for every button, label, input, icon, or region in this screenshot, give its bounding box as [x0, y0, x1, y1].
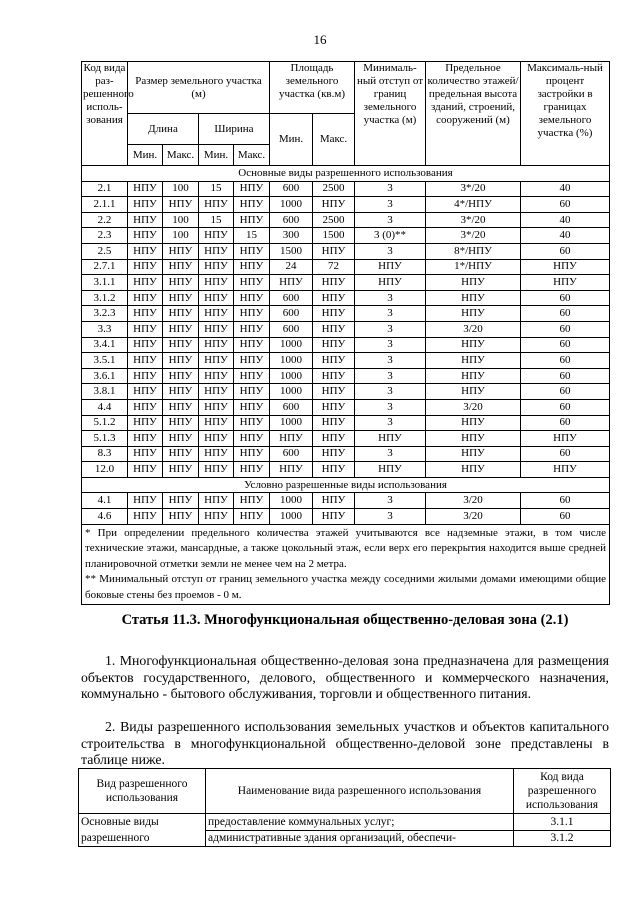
table-cell: НПУ [128, 212, 163, 228]
table-cell: НПУ [128, 321, 163, 337]
table-cell: НПУ [199, 321, 234, 337]
table-cell: НПУ [163, 431, 199, 447]
table-cell: 3.4.1 [82, 337, 128, 353]
table-cell: НПУ [199, 243, 234, 259]
table-cell: НПУ [426, 306, 521, 322]
table-cell: НПУ [163, 493, 199, 509]
table-cell: НПУ [313, 197, 355, 213]
table-cell: 1500 [313, 228, 355, 244]
table-cell: 3 [355, 399, 426, 415]
table-row [82, 290, 610, 306]
table-cell: 3 [355, 368, 426, 384]
table-cell: НПУ [426, 275, 521, 291]
table-cell: 1000 [270, 368, 313, 384]
table-cell: НПУ [199, 431, 234, 447]
table-cell: 60 [521, 243, 610, 259]
zone-parameters-table [81, 61, 610, 605]
table-cell: НПУ [163, 353, 199, 369]
table-cell: НПУ [199, 493, 234, 509]
t2-group-line2: разрешенного [81, 832, 150, 844]
permitted-use-table [78, 768, 611, 847]
table-notes [82, 524, 610, 605]
table-cell: 3 [355, 353, 426, 369]
t2-row2-name: административные здания организаций, обеспечи- [206, 830, 514, 847]
table-cell: НПУ [234, 431, 270, 447]
header-area-max: Макс. [313, 114, 355, 166]
table-cell: НПУ [199, 197, 234, 213]
table-cell: НПУ [199, 446, 234, 462]
table-cell: 3.1.2 [82, 290, 128, 306]
table-cell: НПУ [128, 509, 163, 525]
table-cell: НПУ [128, 368, 163, 384]
table-cell: НПУ [355, 462, 426, 478]
table-cell: 3 [355, 306, 426, 322]
table-cell: НПУ [163, 462, 199, 478]
table-cell: 60 [521, 509, 610, 525]
table-cell: НПУ [163, 243, 199, 259]
table-cell: 600 [270, 181, 313, 197]
table-cell: НПУ [163, 259, 199, 275]
table-cell: НПУ [313, 306, 355, 322]
table-cell: НПУ [313, 493, 355, 509]
table-cell: НПУ [163, 509, 199, 525]
table-cell: НПУ [199, 275, 234, 291]
table-cell: НПУ [199, 290, 234, 306]
table-cell: НПУ [128, 399, 163, 415]
table-cell: 60 [521, 446, 610, 462]
table-cell: НПУ [313, 462, 355, 478]
table-cell: НПУ [313, 415, 355, 431]
table-cell: НПУ [199, 353, 234, 369]
table-cell: НПУ [234, 259, 270, 275]
table-cell: 1000 [270, 197, 313, 213]
table-cell: 60 [521, 337, 610, 353]
table-cell: НПУ [199, 509, 234, 525]
header-width-max: Макс. [234, 145, 270, 166]
table-cell: НПУ [128, 228, 163, 244]
table-cell: 1000 [270, 493, 313, 509]
table-cell: 60 [521, 197, 610, 213]
table-cell: НПУ [313, 321, 355, 337]
table-cell: 60 [521, 321, 610, 337]
table-cell: 100 [163, 228, 199, 244]
table-row [82, 243, 610, 259]
t2-header-type: Вид разрешенного использования [79, 769, 206, 814]
table-cell: НПУ [128, 181, 163, 197]
header-max-percent: Максималь-ный процент застройки в границах земельного участка (%) [521, 62, 610, 166]
t2-group-line1: Основные виды [81, 816, 159, 828]
table-cell: 3*/20 [426, 212, 521, 228]
table-cell: 300 [270, 228, 313, 244]
header-width-min: Мин. [199, 145, 234, 166]
table-cell: 4.6 [82, 509, 128, 525]
table-cell: НПУ [234, 181, 270, 197]
table-cell: 5.1.3 [82, 431, 128, 447]
table-cell: НПУ [163, 197, 199, 213]
table-cell: НПУ [521, 275, 610, 291]
header-width: Ширина [199, 114, 270, 145]
table-cell: НПУ [426, 290, 521, 306]
table-cell: 3*/20 [426, 181, 521, 197]
note-indent: ** Минимальный отступ от границ земельного участка между соседними жилыми домами имеющими общие боковые стены без проемов - 0 м. [85, 573, 606, 601]
table-cell: НПУ [234, 399, 270, 415]
table-row [82, 228, 610, 244]
table-cell: НПУ [234, 509, 270, 525]
table-cell: НПУ [163, 275, 199, 291]
table-cell: НПУ [270, 431, 313, 447]
table-cell: НПУ [163, 321, 199, 337]
table-cell: 15 [199, 181, 234, 197]
table-cell: 4.1 [82, 493, 128, 509]
table-cell: НПУ [234, 197, 270, 213]
table-cell: НПУ [199, 259, 234, 275]
table-cell: 600 [270, 321, 313, 337]
table-cell: 3.6.1 [82, 368, 128, 384]
table-cell: 4*/НПУ [426, 197, 521, 213]
header-min-indent: Минималь-ный отступ от границ земельного участка (м) [355, 62, 426, 166]
table-row [82, 259, 610, 275]
table-cell: НПУ [234, 243, 270, 259]
table-row [82, 415, 610, 431]
table-cell: НПУ [163, 290, 199, 306]
table-cell: НПУ [313, 509, 355, 525]
table-row [82, 446, 610, 462]
table-cell: НПУ [426, 337, 521, 353]
table-cell: НПУ [163, 415, 199, 431]
table-cell: 12.0 [82, 462, 128, 478]
table-cell: НПУ [426, 462, 521, 478]
table-cell: 3 [355, 337, 426, 353]
table-cell: НПУ [163, 337, 199, 353]
table-cell: НПУ [199, 306, 234, 322]
t2-row1-name: предоставление коммунальных услуг; [206, 814, 514, 831]
t2-row2-code: 3.1.2 [514, 830, 611, 847]
table-cell: 3/20 [426, 321, 521, 337]
paragraph-2: 2. Виды разрешенного использования земельных участков и объектов капитального строительства в многофункциональной общественно-деловой зоне представлены в таблице ниже. [81, 719, 609, 767]
table-cell: 1000 [270, 509, 313, 525]
table-cell: НПУ [128, 353, 163, 369]
table-cell: НПУ [199, 415, 234, 431]
table-cell: 2.1 [82, 181, 128, 197]
table-cell: 72 [313, 259, 355, 275]
table-cell: 60 [521, 368, 610, 384]
table-cell: НПУ [270, 462, 313, 478]
table-cell: НПУ [313, 337, 355, 353]
table-cell: 3/20 [426, 509, 521, 525]
table-cell: НПУ [128, 259, 163, 275]
table-cell: НПУ [234, 306, 270, 322]
table-row [82, 368, 610, 384]
table-cell: НПУ [521, 462, 610, 478]
table-cell: 100 [163, 181, 199, 197]
table-cell: 600 [270, 446, 313, 462]
table-cell: НПУ [426, 415, 521, 431]
header-length-min: Мин. [128, 145, 163, 166]
table-row [82, 462, 610, 478]
table-cell: НПУ [313, 384, 355, 400]
table-cell: 3/20 [426, 399, 521, 415]
table-cell: НПУ [234, 384, 270, 400]
table-cell: 3 [355, 197, 426, 213]
table-cell: 3 [355, 493, 426, 509]
table-cell: 3.2.3 [82, 306, 128, 322]
table-cell: 1000 [270, 353, 313, 369]
table-cell: НПУ [128, 462, 163, 478]
table-cell: 2500 [313, 212, 355, 228]
table-cell: НПУ [128, 197, 163, 213]
table-row [82, 337, 610, 353]
table-cell: НПУ [313, 368, 355, 384]
table-cell: НПУ [234, 321, 270, 337]
table-cell: 3 [355, 384, 426, 400]
table-cell: 3 [355, 509, 426, 525]
table-row [82, 399, 610, 415]
table-cell: 60 [521, 353, 610, 369]
table-cell: НПУ [163, 368, 199, 384]
table-cell: НПУ [128, 306, 163, 322]
table-cell: 8.3 [82, 446, 128, 462]
table-cell: 15 [199, 212, 234, 228]
table-cell: 3 [355, 446, 426, 462]
header-area: Площадь земельного участка (кв.м) [270, 62, 355, 114]
table-cell: НПУ [426, 446, 521, 462]
table-cell: 8*/НПУ [426, 243, 521, 259]
table-cell: НПУ [270, 275, 313, 291]
t2-row1-code: 3.1.1 [514, 814, 611, 831]
t2-header-code: Код вида разрешенного использования [514, 769, 611, 814]
table-cell: НПУ [163, 306, 199, 322]
table-cell: 2.5 [82, 243, 128, 259]
table-cell: НПУ [128, 384, 163, 400]
t2-group-cell [79, 814, 206, 847]
table-cell: 60 [521, 415, 610, 431]
table-cell: 3.8.1 [82, 384, 128, 400]
table-cell: НПУ [313, 399, 355, 415]
table-cell: НПУ [234, 368, 270, 384]
table-cell: 3 [355, 212, 426, 228]
table-cell: 60 [521, 306, 610, 322]
note-floors: * При определении предельного количества этажей учитываются все надземные этажи, в том числе технические этажи, мансардные, а также цокольный этаж, если верх его перекрытия находится выше средней планировочной отметки земли не менее чем на 2 метра. [85, 526, 606, 570]
table-row [82, 212, 610, 228]
table-row [82, 384, 610, 400]
section-main-title: Основные виды разрешенного использования [82, 166, 610, 182]
table-cell: 1000 [270, 415, 313, 431]
table-cell: НПУ [234, 415, 270, 431]
table-cell: 3/20 [426, 493, 521, 509]
paragraph-1: 1. Многофункциональная общественно-деловая зона предназначена для размещения объектов государственного, делового, общественного и коммерческого назначения, коммунально - бытового обслуживания, торговли и общественного питания. [81, 653, 609, 701]
table-cell: НПУ [128, 415, 163, 431]
table-cell: НПУ [234, 353, 270, 369]
table-cell: НПУ [199, 228, 234, 244]
table-cell: НПУ [128, 290, 163, 306]
table-cell: 3 [355, 290, 426, 306]
table-row [82, 431, 610, 447]
t2-header-name: Наименование вида разрешенного использования [206, 769, 514, 814]
table-cell: НПУ [163, 384, 199, 400]
table-cell: НПУ [163, 399, 199, 415]
table-cell: НПУ [234, 212, 270, 228]
table-cell: 40 [521, 181, 610, 197]
table-cell: НПУ [163, 446, 199, 462]
table-cell: НПУ [313, 243, 355, 259]
table-cell: НПУ [234, 337, 270, 353]
table-row [82, 321, 610, 337]
table-cell: НПУ [521, 259, 610, 275]
table-cell: 2.2 [82, 212, 128, 228]
table-cell: 2.7.1 [82, 259, 128, 275]
table-cell: НПУ [234, 493, 270, 509]
table-cell: НПУ [355, 431, 426, 447]
table-cell: 60 [521, 290, 610, 306]
table-cell: 2500 [313, 181, 355, 197]
table-cell: НПУ [199, 384, 234, 400]
table-cell: НПУ [426, 431, 521, 447]
table-cell: 2.3 [82, 228, 128, 244]
table-cell: 2.1.1 [82, 197, 128, 213]
table-cell: НПУ [199, 399, 234, 415]
table-cell: НПУ [128, 275, 163, 291]
table-cell: 40 [521, 228, 610, 244]
table-cell: НПУ [128, 431, 163, 447]
table-cell: 600 [270, 306, 313, 322]
table-cell: НПУ [355, 259, 426, 275]
table-cell: 60 [521, 384, 610, 400]
table-cell: НПУ [128, 243, 163, 259]
table-row [82, 275, 610, 291]
table-cell: 5.1.2 [82, 415, 128, 431]
table-cell: НПУ [234, 446, 270, 462]
header-length: Длина [128, 114, 199, 145]
table-cell: 600 [270, 399, 313, 415]
table-cell: НПУ [128, 446, 163, 462]
table-cell: НПУ [199, 368, 234, 384]
table-row [82, 197, 610, 213]
table-cell: НПУ [234, 275, 270, 291]
table-cell: 24 [270, 259, 313, 275]
table-cell: НПУ [313, 353, 355, 369]
table-row [82, 493, 610, 509]
table-cell: 60 [521, 399, 610, 415]
page-number: 16 [313, 32, 327, 47]
table-cell: НПУ [234, 290, 270, 306]
table-cell: 15 [234, 228, 270, 244]
table-row [82, 306, 610, 322]
table-row [82, 353, 610, 369]
table-cell: НПУ [426, 384, 521, 400]
table-cell: 40 [521, 212, 610, 228]
table-cell: 3.5.1 [82, 353, 128, 369]
header-max-floors: Предельное количество этажей/ предельная высота зданий, строений, сооружений (м) [426, 62, 521, 166]
table-cell: 3 [355, 243, 426, 259]
table-cell: 600 [270, 290, 313, 306]
table-cell: НПУ [128, 493, 163, 509]
table-cell: НПУ [521, 431, 610, 447]
table-cell: НПУ [313, 290, 355, 306]
table-cell: 3 [355, 181, 426, 197]
article-heading: Статья 11.3. Многофункциональная общественно-деловая зона (2.1) [121, 612, 569, 628]
table-cell: 3 (0)** [355, 228, 426, 244]
table-cell: НПУ [234, 462, 270, 478]
table-cell: НПУ [313, 446, 355, 462]
table-cell: 1*/НПУ [426, 259, 521, 275]
table-cell: 600 [270, 212, 313, 228]
table-row [82, 181, 610, 197]
header-size: Размер земельного участка (м) [128, 62, 270, 114]
table-row [82, 509, 610, 525]
table-cell: НПУ [355, 275, 426, 291]
table-cell: НПУ [426, 353, 521, 369]
table-cell: 3 [355, 321, 426, 337]
table-cell: 3*/20 [426, 228, 521, 244]
table-cell: 3.1.1 [82, 275, 128, 291]
table-cell: 60 [521, 493, 610, 509]
table-cell: 1000 [270, 384, 313, 400]
table-cell: 3 [355, 415, 426, 431]
table-cell: НПУ [426, 368, 521, 384]
table-cell: НПУ [199, 337, 234, 353]
table-cell: 1000 [270, 337, 313, 353]
table-cell: 100 [163, 212, 199, 228]
table-cell: НПУ [313, 431, 355, 447]
header-area-min: Мин. [270, 114, 313, 166]
table-cell: НПУ [128, 337, 163, 353]
section-cond-title: Условно разрешенные виды использования [82, 477, 610, 493]
header-code: Код вида раз-решенного исполь-зования [82, 62, 128, 166]
table-cell: НПУ [199, 462, 234, 478]
table-cell: НПУ [313, 275, 355, 291]
table-cell: 3.3 [82, 321, 128, 337]
header-length-max: Макс. [163, 145, 199, 166]
table-cell: 4.4 [82, 399, 128, 415]
table-cell: 1500 [270, 243, 313, 259]
